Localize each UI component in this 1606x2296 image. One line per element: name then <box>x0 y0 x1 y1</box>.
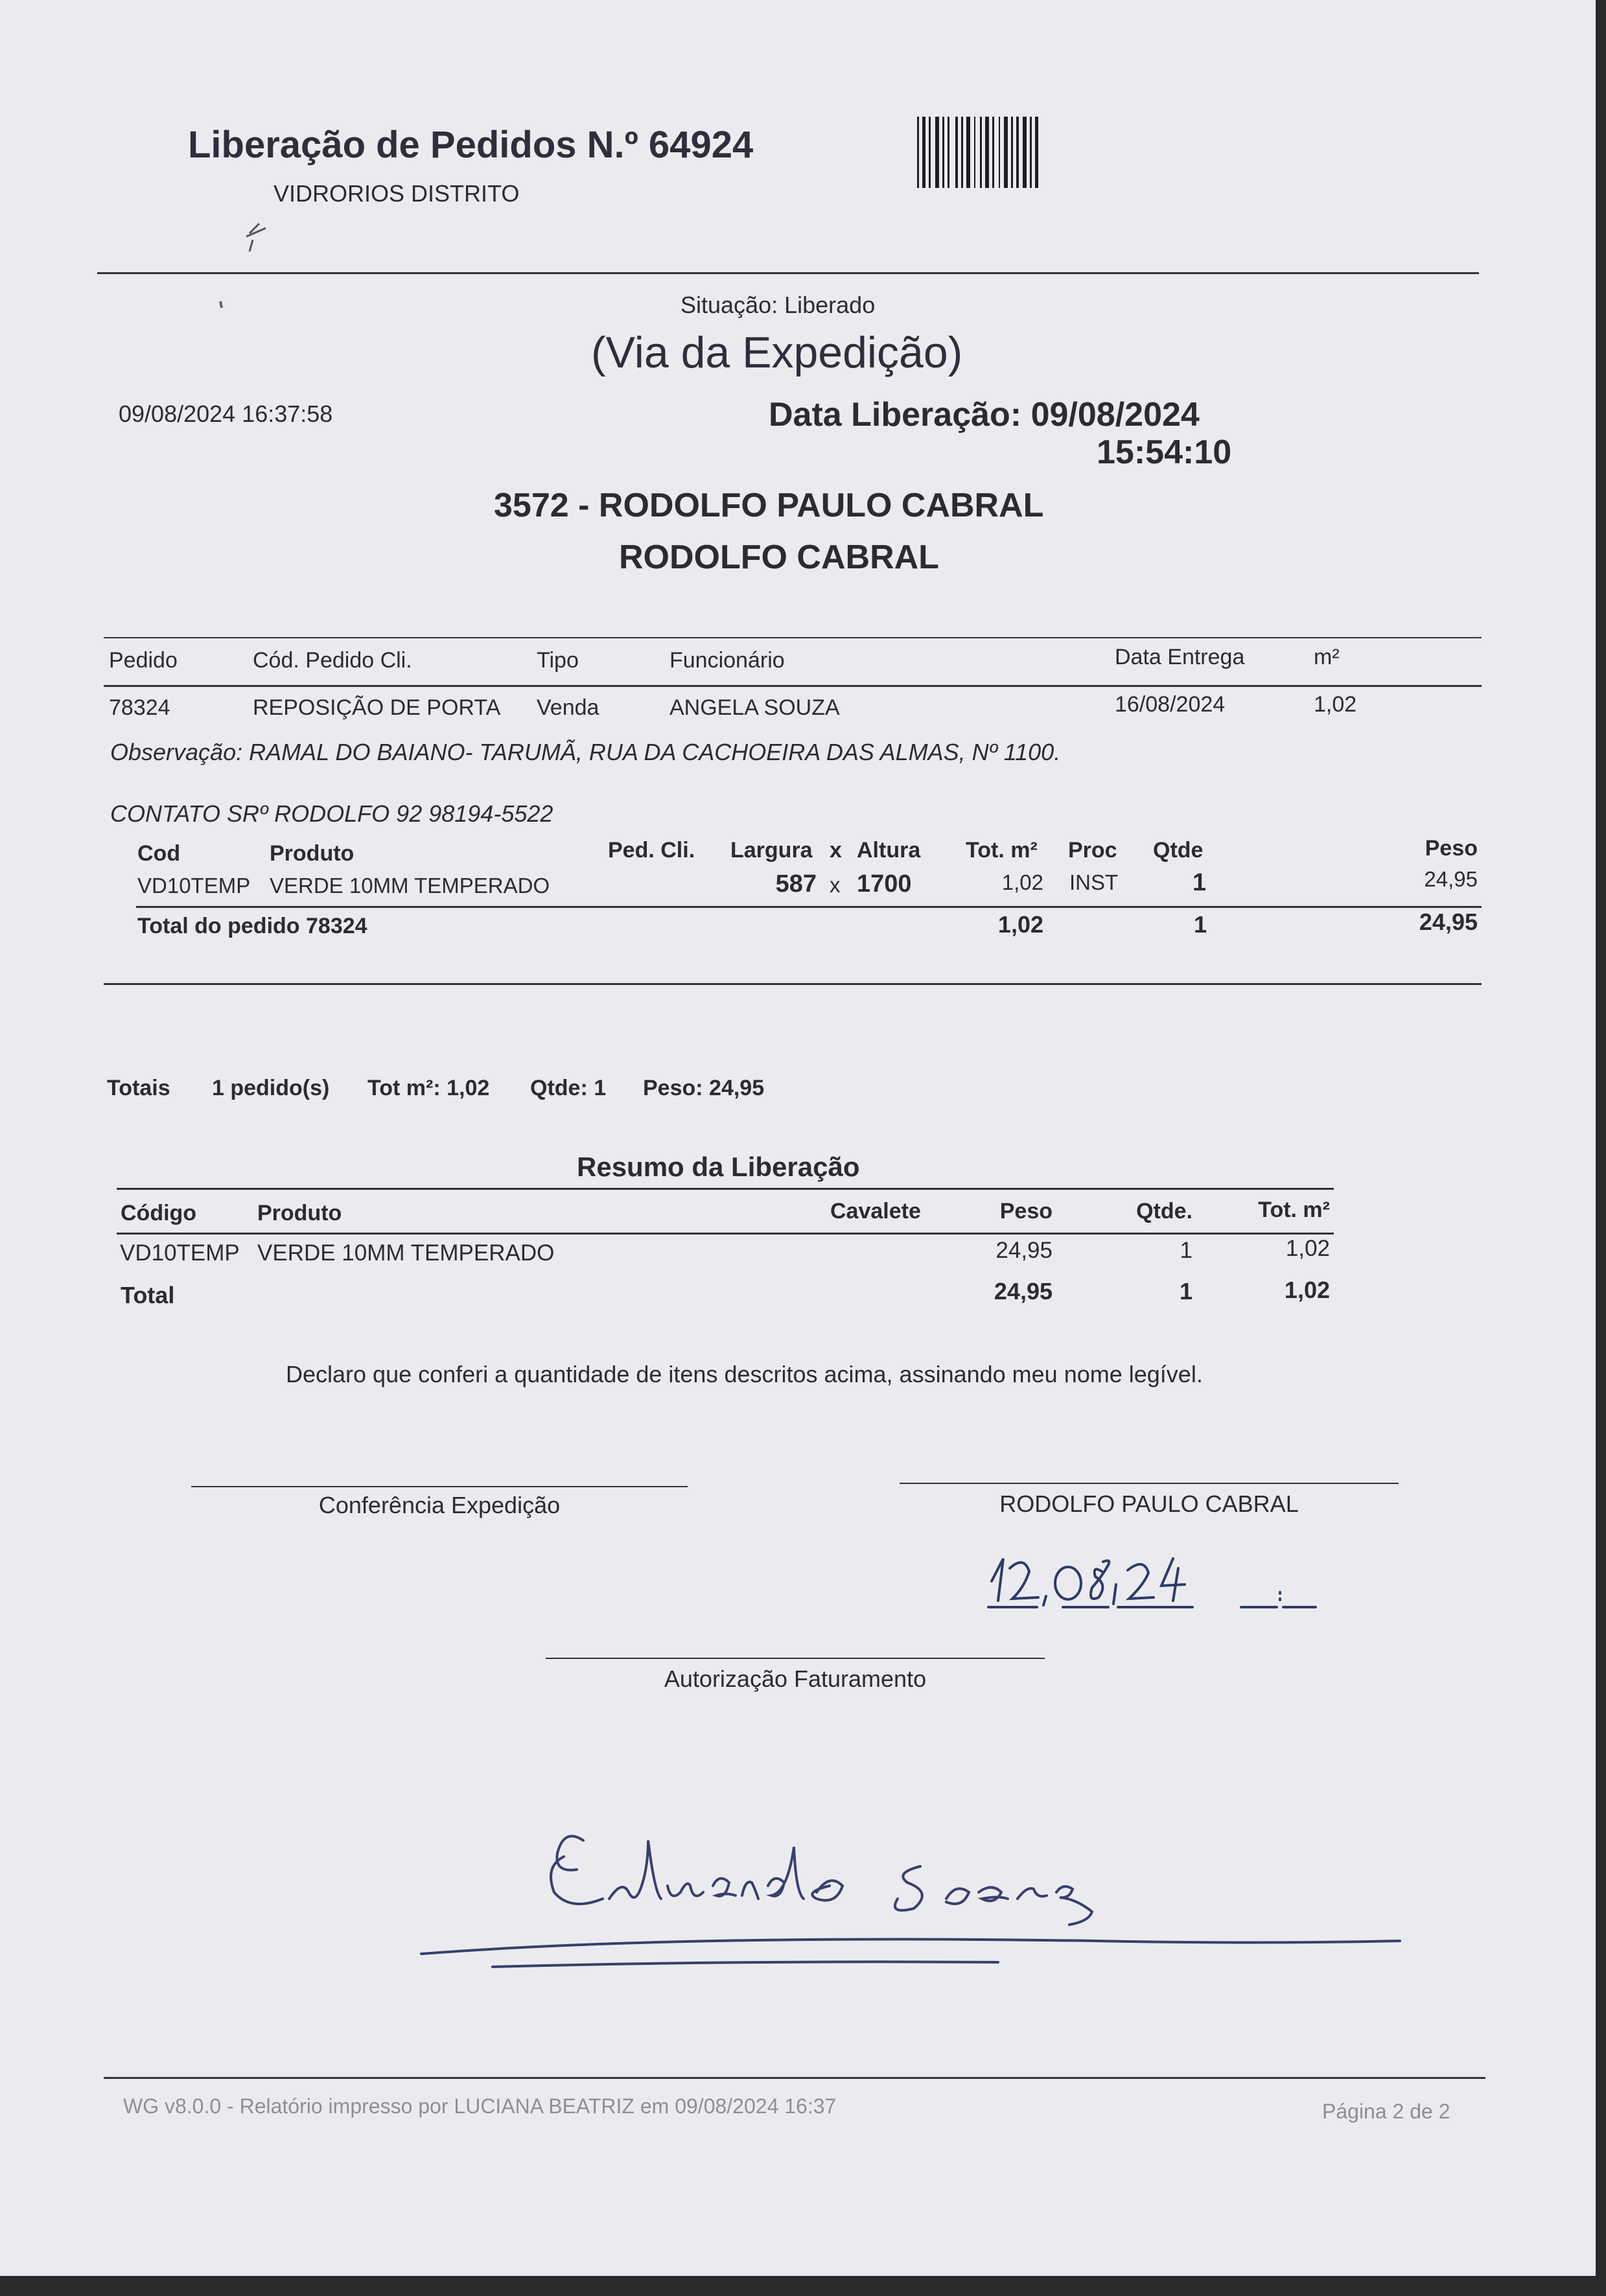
barcode-bar <box>929 117 931 188</box>
pen-mark <box>214 220 285 311</box>
barcode-bar <box>999 117 1000 188</box>
items-cell-cod: VD10TEMP <box>137 874 251 898</box>
totals-tot-m2: Tot m²: 1,02 <box>367 1076 490 1100</box>
footer-rule <box>104 2077 1485 2079</box>
totals-peso: Peso: 24,95 <box>643 1076 765 1100</box>
order-header-cod-cli: Cód. Pedido Cli. <box>253 648 412 673</box>
order-header-m2: m² <box>1314 645 1340 669</box>
order-table-top-rule <box>104 637 1482 638</box>
items-header-x: x <box>830 838 842 863</box>
items-header-qtde: Qtde <box>1153 838 1204 863</box>
header-divider <box>97 272 1479 274</box>
items-total-peso: 24,95 <box>1419 909 1478 935</box>
items-total-rule <box>136 906 1482 908</box>
barcode-bar <box>948 117 949 188</box>
order-header-pedido: Pedido <box>109 648 178 673</box>
items-cell-produto: VERDE 10MM TEMPERADO <box>270 874 550 898</box>
items-header-largura: Largura <box>730 838 813 863</box>
items-header-ped-cli: Ped. Cli. <box>608 838 695 863</box>
items-cell-largura: 587 <box>775 870 817 898</box>
barcode-bar <box>917 117 919 188</box>
client-name: RODOLFO CABRAL <box>619 539 939 576</box>
barcode-bar <box>1030 117 1032 188</box>
handwritten-signature <box>415 1802 1478 1989</box>
items-total-label: Total do pedido 78324 <box>137 914 367 938</box>
items-cell-proc: INST <box>1069 870 1119 894</box>
print-datetime: 09/08/2024 16:37:58 <box>119 400 333 427</box>
company-name: VIDRORIOS DISTRITO <box>273 180 520 207</box>
items-header-peso: Peso <box>1425 836 1478 861</box>
items-header-proc: Proc <box>1068 838 1117 863</box>
summary-top-rule <box>117 1188 1334 1190</box>
summary-header-tot-m2: Tot. m² <box>1258 1198 1330 1222</box>
summary-header-rule <box>117 1233 1334 1235</box>
order-header-tipo: Tipo <box>537 648 579 673</box>
release-date: Data Liberação: 09/08/2024 <box>769 396 1200 434</box>
order-contact: CONTATO SRº RODOLFO 92 98194-5522 <box>110 800 553 827</box>
summary-title: Resumo da Liberação <box>577 1152 860 1182</box>
items-total-qtde: 1 <box>1194 911 1207 938</box>
summary-cell-produto: VERDE 10MM TEMPERADO <box>257 1240 555 1266</box>
client-signature-line <box>900 1483 1399 1484</box>
barcode-bar <box>985 117 989 188</box>
items-cell-tot-m2: 1,02 <box>1001 870 1043 894</box>
handwritten-date <box>979 1546 1316 1617</box>
barcode-bar <box>1035 117 1038 188</box>
order-cell-data-entrega: 16/08/2024 <box>1115 692 1226 717</box>
order-cell-tipo: Venda <box>537 695 599 720</box>
billing-label: Autorização Faturamento <box>664 1665 927 1692</box>
barcode-bar <box>1023 117 1027 188</box>
order-header-funcionario: Funcionário <box>669 648 785 673</box>
client-line: 3572 - RODOLFO PAULO CABRAL <box>494 487 1044 524</box>
items-header-altura: Altura <box>857 838 921 863</box>
items-cell-qtde: 1 <box>1193 869 1207 896</box>
summary-cell-peso: 24,95 <box>995 1238 1053 1263</box>
barcode-bar <box>961 117 963 188</box>
summary-header-cavalete: Cavalete <box>830 1199 921 1223</box>
order-header-data-entrega: Data Entrega <box>1115 645 1245 669</box>
summary-header-codigo: Código <box>121 1201 197 1225</box>
summary-total-qtde: 1 <box>1179 1278 1193 1305</box>
items-cell-peso: 24,95 <box>1424 867 1478 891</box>
items-header-produto: Produto <box>270 841 355 866</box>
summary-cell-tot-m2: 1,02 <box>1285 1236 1330 1261</box>
barcode-bar <box>955 117 958 188</box>
summary-header-peso: Peso <box>999 1199 1053 1223</box>
order-cell-pedido: 78324 <box>109 695 170 720</box>
order-cell-cod-cli: REPOSIÇÃO DE PORTA <box>253 695 501 720</box>
totals-pedidos: 1 pedido(s) <box>212 1076 330 1100</box>
items-bottom-rule <box>104 983 1482 985</box>
items-header-tot-m2: Tot. m² <box>966 838 1038 863</box>
billing-signature-line <box>546 1658 1045 1659</box>
order-table-header-rule <box>104 685 1482 687</box>
status-text: Situação: Liberado <box>681 292 876 318</box>
conference-label: Conferência Expedição <box>318 1492 561 1518</box>
barcode-bar <box>942 117 944 188</box>
barcode-bar <box>974 117 975 188</box>
summary-total-tot-m2: 1,02 <box>1284 1277 1330 1303</box>
client-signature-label: RODOLFO PAULO CABRAL <box>999 1490 1299 1517</box>
declaration-text: Declaro que conferi a quantidade de itens descritos acima, assinando meu nome legível. <box>286 1361 1203 1387</box>
footer-page-number: Página 2 de 2 <box>1322 2100 1450 2123</box>
barcode-bar <box>980 117 982 188</box>
barcode-bar <box>992 117 994 188</box>
summary-cell-qtde: 1 <box>1180 1238 1193 1263</box>
summary-total-peso: 24,95 <box>994 1278 1053 1305</box>
items-header-cod: Cod <box>137 841 181 866</box>
items-total-tot-m2: 1,02 <box>997 911 1043 938</box>
order-cell-funcionario: ANGELA SOUZA <box>669 695 840 720</box>
barcode-bar <box>1004 117 1008 188</box>
order-observation: Observação: RAMAL DO BAIANO- TARUMÃ, RUA DA CACHOEIRA DAS ALMAS, Nº 1100. <box>110 739 1061 765</box>
summary-total-label: Total <box>121 1282 175 1308</box>
footer-report-info: WG v8.0.0 - Relatório impresso por LUCIANA BEATRIZ em 09/08/2024 16:37 <box>123 2094 837 2118</box>
totals-qtde: Qtde: 1 <box>530 1076 607 1100</box>
summary-cell-codigo: VD10TEMP <box>120 1240 240 1266</box>
conference-signature-line <box>191 1486 688 1487</box>
barcode-bar <box>966 117 970 188</box>
items-cell-altura: 1700 <box>857 870 912 898</box>
barcode-bar <box>1016 117 1019 188</box>
totals-label: Totais <box>107 1076 170 1100</box>
barcode-bar <box>1011 117 1013 188</box>
summary-header-produto: Produto <box>257 1201 342 1225</box>
barcode <box>917 117 1160 188</box>
document-title: Liberação de Pedidos N.º 64924 <box>188 124 754 166</box>
release-time: 15:54:10 <box>1097 434 1232 471</box>
order-cell-m2: 1,02 <box>1314 692 1357 717</box>
copy-label: (Via da Expedição) <box>591 328 963 377</box>
items-cell-x: x <box>830 873 841 897</box>
barcode-bar <box>935 117 939 188</box>
summary-header-qtde: Qtde. <box>1136 1199 1193 1223</box>
barcode-bar <box>922 117 925 188</box>
